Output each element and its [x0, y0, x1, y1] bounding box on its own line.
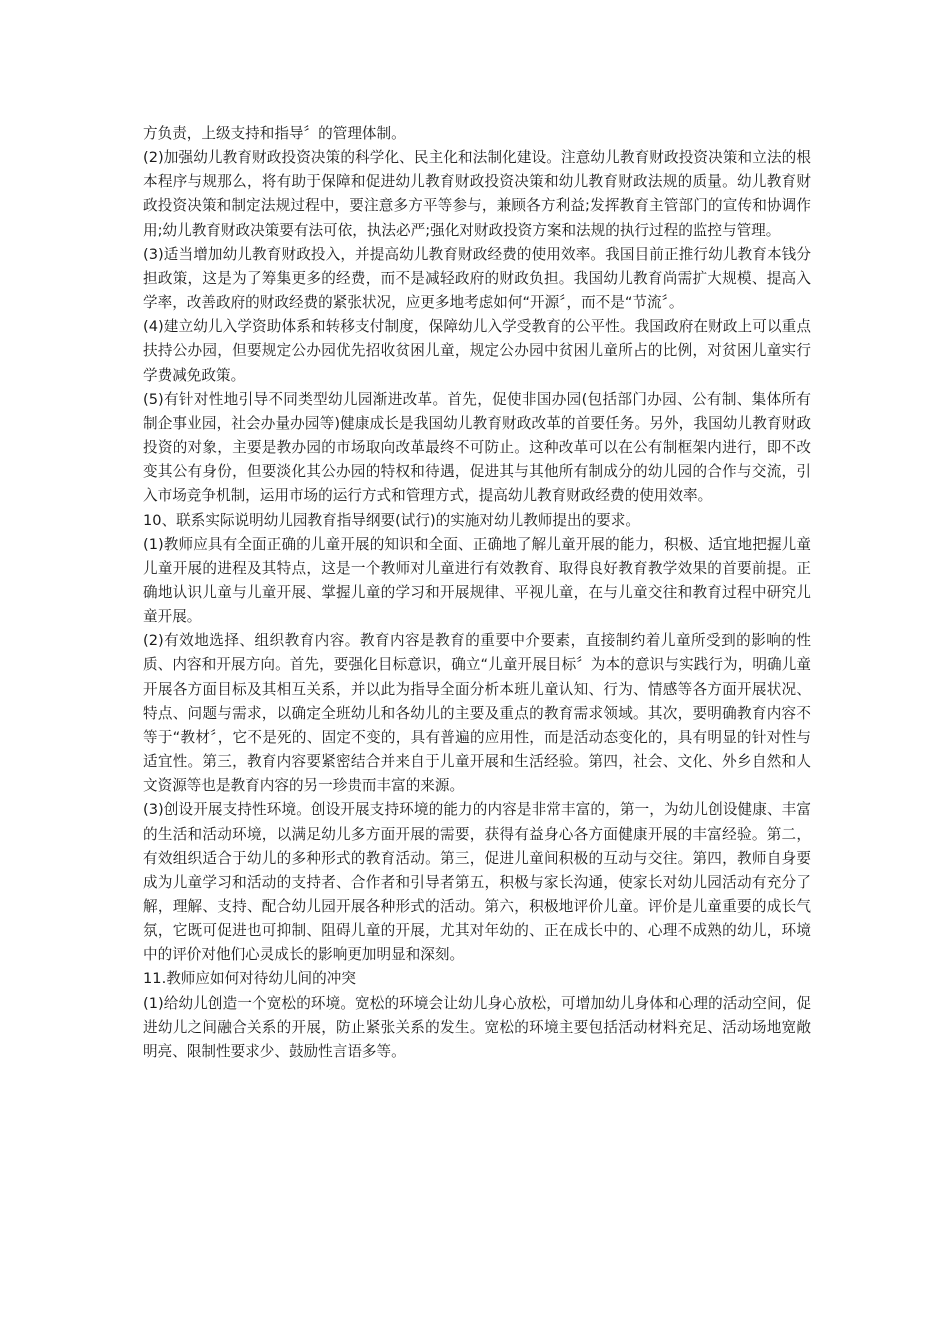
question-11-heading: 11.教师应如何对待幼儿间的冲突 [143, 970, 356, 988]
paragraph-item-2: (2)加强幼儿教育财政投资决策的科学化、民主化和法制化建设。注意幼儿教育财政投资决策和立法的根本程序与规那么，将有助于保障和促进幼儿教育财政投资决策和幼儿教育财政法规的质量。幼儿教育财政投资决策和制定法规过程中，要注意多方平等参与，兼顾各方利益;发挥教育主管部门的宣传和协调作用;幼儿教育财政决策要有法可依，执法必严;强化对财政投资方案和法规的执行过程的监控与管理。 [143, 149, 811, 239]
paragraph-item-4: (4)建立幼儿入学资助体系和转移支付制度，保障幼儿入学受教育的公平性。我国政府在财政上可以重点扶持公办园，但要规定公办园优先招收贫困儿童，规定公办园中贫困儿童所占的比例，对贫困儿童实行学费减免政策。 [143, 318, 811, 384]
answer-10-item-3: (3)创设开展支持性环境。创设开展支持环境的能力的内容是非常丰富的，第一，为幼儿创设健康、丰富的生活和活动环境，以满足幼儿多方面开展的需要，获得有益身心各方面健康开展的丰富经验。第二，有效组织适合于幼儿的多种形式的教育活动。第三，促进儿童间积极的互动与交往。第四，教师自身要成为儿童学习和活动的支持者、合作者和引导者第五，积极与家长沟通，使家长对幼儿园活动有充分了解，理解、支持、配合幼儿园开展各种形式的活动。第六，积极地评价儿童。评价是儿童重要的成长气氛，它既可促进也可抑制、阻碍儿童的开展，尤其对年幼的、正在成长中的、心理不成熟的幼儿，环境中的评价对他们心灵成长的影响更加明显和深刻。 [143, 801, 811, 964]
paragraph-item-5: (5)有针对性地引导不同类型幼儿园渐进改革。首先，促使非国办园(包括部门办园、公有制、集体所有制企事业园，社会办量办园等)健康成长是我国幼儿教育财政改革的首要任务。另外，我国幼儿教育财政投资的对象，主要是教办园的市场取向改革最终不可防止。这种改革可以在公有制框架内进行，即不改变其公有身份，但要淡化其公办园的特权和待遇，促进其与其他所有制成分的幼儿园的合作与交流，引入市场竞争机制，运用市场的运行方式和管理方式，提高幼儿教育财政经费的使用效率。 [143, 390, 811, 505]
question-10-heading: 10、联系实际说明幼儿园教育指导纲要(试行)的实施对幼儿教师提出的要求。 [143, 511, 640, 529]
answer-10-item-2: (2)有效地选择、组织教育内容。教育内容是教育的重要中介要素，直接制约着儿童所受到的影响的性质、内容和开展方向。首先，要强化目标意识，确立“儿童开展目标〞为本的意识与实践行为，明确儿童开展各方面目标及其相互关系，并以此为指导全面分析本班儿童认知、行为、情感等各方面开展状况、特点、问题与需求，以确定全班幼儿和各幼儿的主要及重点的教育需求领域。其次，要明确教育内容不等于“教材〞，它不是死的、固定不变的，具有普遍的应用性，而是活动态变化的，具有明显的针对性与适宜性。第三，教育内容要紧密结合并来自于儿童开展和生活经验。第四，社会、文化、外乡自然和人文资源等也是教育内容的另一珍贵而丰富的来源。 [143, 632, 811, 795]
answer-10-item-1: (1)教师应具有全面正确的儿童开展的知识和全面、正确地了解儿童开展的能力，积极、适宜地把握儿童儿童开展的进程及其特点，这是一个教师对儿童进行有效教育、取得良好教育教学效果的首要前提。正确地认识儿童与儿童开展、掌握儿童的学习和开展规律、平视儿童，在与儿童交往和教育过程中研究儿童开展。 [143, 535, 811, 626]
paragraph-item-3: (3)适当增加幼儿教育财政投入，并提高幼儿教育财政经费的使用效率。我国目前正推行幼儿教育本钱分担政策，这是为了筹集更多的经费，而不是减轻政府的财政负担。我国幼儿教育尚需扩大规模、提高入学率，改善政府的财政经费的紧张状况，应更多地考虑如何“开源〞，而不是“节流〞。 [143, 245, 811, 312]
answer-11-item-1: (1)给幼儿创造一个宽松的环境。宽松的环境会让幼儿身心放松，可增加幼儿身体和心理的活动空间，促进幼儿之间融合关系的开展，防止紧张关系的发生。宽松的环境主要包括活动材料充足、活动场地宽敞明亮、限制性要求少、鼓励性言语多等。 [143, 994, 811, 1060]
document-page [143, 122, 811, 1064]
paragraph-continuation: 方负责，上级支持和指导〞的管理体制。 [143, 125, 406, 142]
